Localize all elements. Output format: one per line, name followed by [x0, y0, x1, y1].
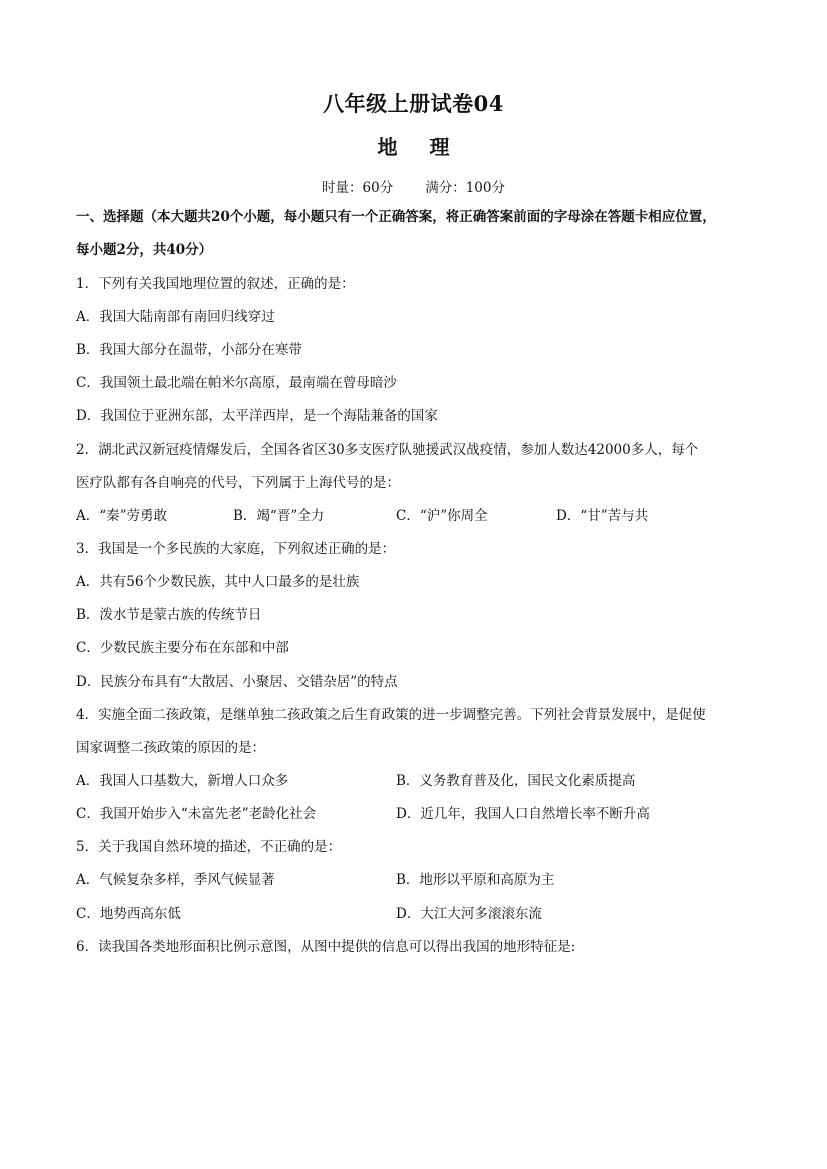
- q5-option-c: C．地势西高东低: [76, 906, 181, 922]
- q2-option-c: C．“沪”你周全: [396, 508, 488, 524]
- q5-option-d: D．大江大河多滚滚东流: [396, 906, 542, 922]
- section-heading-line-1: 一、选择题（本大题共20个小题，每小题只有一个正确答案，将正确答案前面的字母涂在答题卡相应位置，: [76, 209, 716, 225]
- q4-stem-line-1: 4．实施全面二孩政策，是继单独二孩政策之后生育政策的进一步调整完善。下列社会背景发展中，是促使: [76, 707, 706, 723]
- q3-option-d: D．民族分布具有“大散居、小聚居、交错杂居”的特点: [76, 674, 398, 690]
- q4-option-a: A．我国人口基数大，新增人口众多: [76, 773, 289, 789]
- time-limit: 时量：60分: [322, 180, 394, 196]
- q6-stem: 6．读我国各类地形面积比例示意图，从图中提供的信息可以得出我国的地形特征是:: [76, 939, 576, 955]
- section-heading-line-2: 每小题2分，共40分）: [76, 242, 213, 258]
- subject-heading: [0, 131, 827, 160]
- q1-option-a: A．我国大陆南部有南回归线穿过: [76, 309, 275, 325]
- q2-stem-line-1: 2．湖北武汉新冠疫情爆发后，全国各省区30多支医疗队驰援武汉战疫情，参加人数达42000多人，每个: [76, 442, 699, 458]
- q4-stem-line-2: 国家调整二孩政策的原因的是：: [76, 740, 265, 756]
- q2-option-d: D．“甘”苦与共: [556, 508, 649, 524]
- q1-option-c: C．我国领土最北端在帕米尔高原，最南端在曾母暗沙: [76, 375, 397, 391]
- q3-option-c: C．少数民族主要分布在东部和中部: [76, 640, 289, 656]
- exam-meta: [0, 176, 827, 196]
- q2-stem-line-2: 医疗队都有各自响亮的代号，下列属于上海代号的是：: [76, 475, 400, 491]
- q5-option-b: B．地形以平原和高原为主: [396, 872, 555, 888]
- q4-option-d: D．近几年，我国人口自然增长率不断升高: [396, 806, 650, 822]
- q1-option-d: D．我国位于亚洲东部，太平洋西岸，是一个海陆兼备的国家: [76, 408, 438, 424]
- full-score: 满分：100分: [425, 180, 505, 196]
- exam-title: 八年级上册试卷04: [323, 91, 504, 116]
- q4-option-b: B．义务教育普及化，国民文化素质提高: [396, 773, 636, 789]
- q5-stem: 5．关于我国自然环境的描述，不正确的是：: [76, 839, 342, 855]
- q1-stem: 1．下列有关我国地理位置的叙述，正确的是：: [76, 276, 355, 292]
- q3-option-a: A．共有56个少数民族，其中人口最多的是壮族: [76, 574, 360, 590]
- q2-option-b: B．竭“晋”全力: [233, 508, 325, 524]
- q3-stem: 3．我国是一个多民族的大家庭，下列叙述正确的是：: [76, 541, 396, 557]
- q2-option-a: A．“秦”劳勇敢: [76, 508, 168, 524]
- q5-option-a: A．气候复杂多样，季风气候显著: [76, 872, 275, 888]
- q4-option-c: C．我国开始步入“未富先老”老龄化社会: [76, 806, 317, 822]
- q3-option-b: B．泼水节是蒙古族的传统节日: [76, 607, 262, 623]
- subject-char-2: 理: [429, 135, 450, 159]
- subject-char-1: 地: [377, 135, 398, 159]
- q1-option-b: B．我国大部分在温带，小部分在寒带: [76, 342, 302, 358]
